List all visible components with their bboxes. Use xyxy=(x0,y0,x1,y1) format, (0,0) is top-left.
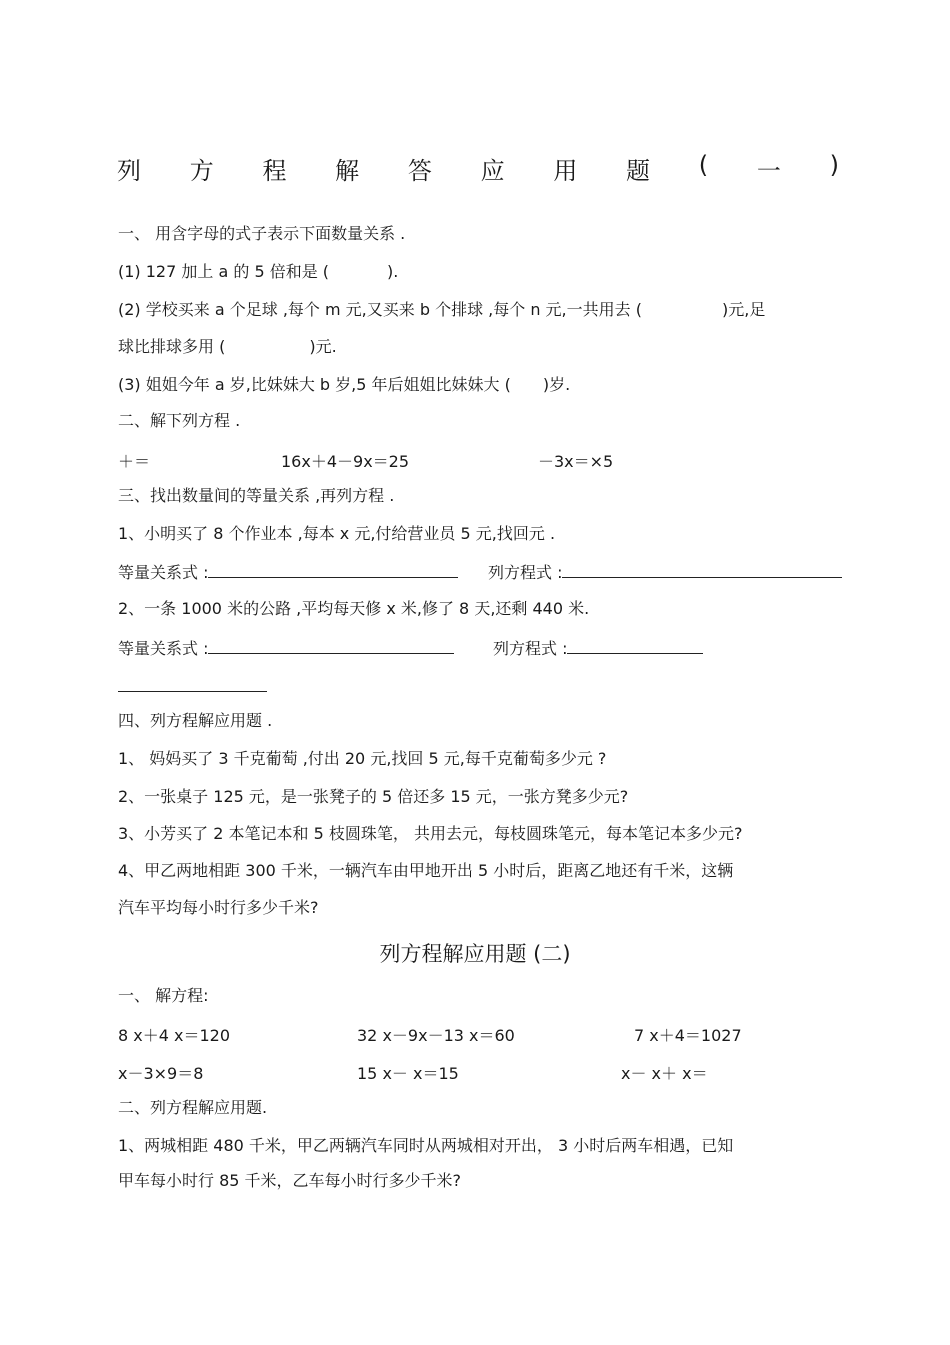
problem-3-1: 1、小明买了 8 个作业本 ,每本 x 元,付给营业员 5 元,找回元 . xyxy=(118,524,556,543)
question-2-line-1 xyxy=(118,299,765,321)
part2-problem-1-line-1: 1、两城相距 480 千米，甲乙两辆汽车同时从两城相对开出， 3 小时后两车相遇，已知 xyxy=(118,1136,734,1155)
equation-row-1 xyxy=(488,560,842,583)
question-2-line-2 xyxy=(118,336,337,358)
part2-problem-1-line-2: 甲车每小时行 85 千米，乙车每小时行多少千米? xyxy=(118,1171,462,1190)
title-char: ( xyxy=(698,151,709,179)
title-char: 程 xyxy=(262,157,287,185)
worksheet-title-2: 列方程解应用题 (二) xyxy=(379,942,571,966)
word-problem-3: 3、小芳买了 2 本笔记本和 5 枝圆珠笔， 共用去元，每枝圆珠笔元，每本笔记本多少元? xyxy=(118,824,743,843)
equation-row2-col1: x－3×9＝8 xyxy=(118,1064,204,1083)
title-char: 列 xyxy=(117,157,141,185)
section-3-heading: 三、找出数量间的等量关系 ,再列方程 . xyxy=(118,486,395,505)
title-char: ) xyxy=(829,151,839,179)
equation-row1-col1: 8 x＋4 x＝120 xyxy=(118,1026,231,1045)
word-problem-1: 1、 妈妈买了 3 千克葡萄 ,付出 20 元,找回 5 元,每千克葡萄多少元 ? xyxy=(118,749,607,768)
relation-row-2 xyxy=(118,636,454,659)
part2-section-2-heading: 二、列方程解应用题. xyxy=(118,1098,268,1117)
title-char: 方 xyxy=(189,157,214,185)
relation-answer-line[interactable] xyxy=(208,637,454,654)
question-text: )元. xyxy=(309,337,337,356)
equation-2: 16x＋4－9x＝25 xyxy=(281,452,410,471)
relation-label: 等量关系式 : xyxy=(118,563,209,582)
title-char: 题 xyxy=(626,157,651,185)
equation-label: 列方程式 : xyxy=(493,639,568,658)
relation-row-1 xyxy=(118,560,458,583)
question-text: ). xyxy=(387,262,399,281)
word-problem-4-line-1: 4、甲乙两地相距 300 千米，一辆汽车由甲地开出 5 小时后，距离乙地还有千米，这辆 xyxy=(118,861,734,880)
relation-answer-line[interactable] xyxy=(208,561,458,578)
question-3 xyxy=(118,374,570,396)
equation-label: 列方程式 : xyxy=(488,563,563,582)
question-text: 球比排球多用 ( xyxy=(118,337,226,356)
equation-row-2 xyxy=(493,636,703,659)
title-char: 用 xyxy=(553,157,578,185)
problem-3-2: 2、一条 1000 米的公路 ,平均每天修 x 米,修了 8 天,还剩 440 米. xyxy=(118,599,590,618)
title-char: 解 xyxy=(335,157,360,185)
equation-row1-col3: 7 x＋4＝1027 xyxy=(634,1026,742,1045)
question-text: (1) 127 加上 a 的 5 倍和是 ( xyxy=(118,262,330,281)
title-char: 答 xyxy=(407,157,432,185)
relation-label: 等量关系式 : xyxy=(118,639,209,658)
title-char: 应 xyxy=(480,157,505,185)
equation-row1-col2: 32 x－9x－13 x＝60 xyxy=(357,1026,515,1045)
word-problem-2: 2、一张桌子 125 元，是一张凳子的 5 倍还多 15 元，一张方凳多少元? xyxy=(118,787,629,806)
section-4-heading: 四、列方程解应用题 . xyxy=(118,711,273,730)
word-problem-4-line-2: 汽车平均每小时行多少千米? xyxy=(118,898,319,917)
question-text: )元,足 xyxy=(721,300,766,319)
part2-section-1-heading: 一、 解方程: xyxy=(118,986,209,1005)
equation-3: －3x＝×5 xyxy=(538,452,614,471)
question-1 xyxy=(118,261,398,283)
question-text: (2) 学校买来 a 个足球 ,每个 m 元,又买来 b 个排球 ,每个 n 元,一共用去 ( xyxy=(118,300,642,319)
equation-row2-col3: x－ x＋ x＝ xyxy=(621,1064,708,1083)
equation-1: ＋＝ xyxy=(118,452,151,471)
title-char: 一 xyxy=(756,157,781,185)
equation-answer-line[interactable] xyxy=(567,637,703,654)
section-1-heading: 一、 用含字母的式子表示下面数量关系 . xyxy=(118,224,406,243)
equation-row2-col2: 15 x－ x＝15 xyxy=(357,1064,459,1083)
question-text: )岁. xyxy=(542,375,571,394)
equation-answer-line[interactable] xyxy=(562,561,842,578)
answer-continuation-line[interactable] xyxy=(118,691,267,692)
worksheet-title-1 xyxy=(117,151,839,186)
question-text: (3) 姐姐今年 a 岁,比妹妹大 b 岁,5 年后姐姐比妹妹大 ( xyxy=(118,375,511,394)
section-2-heading: 二、解下列方程 . xyxy=(118,411,241,430)
